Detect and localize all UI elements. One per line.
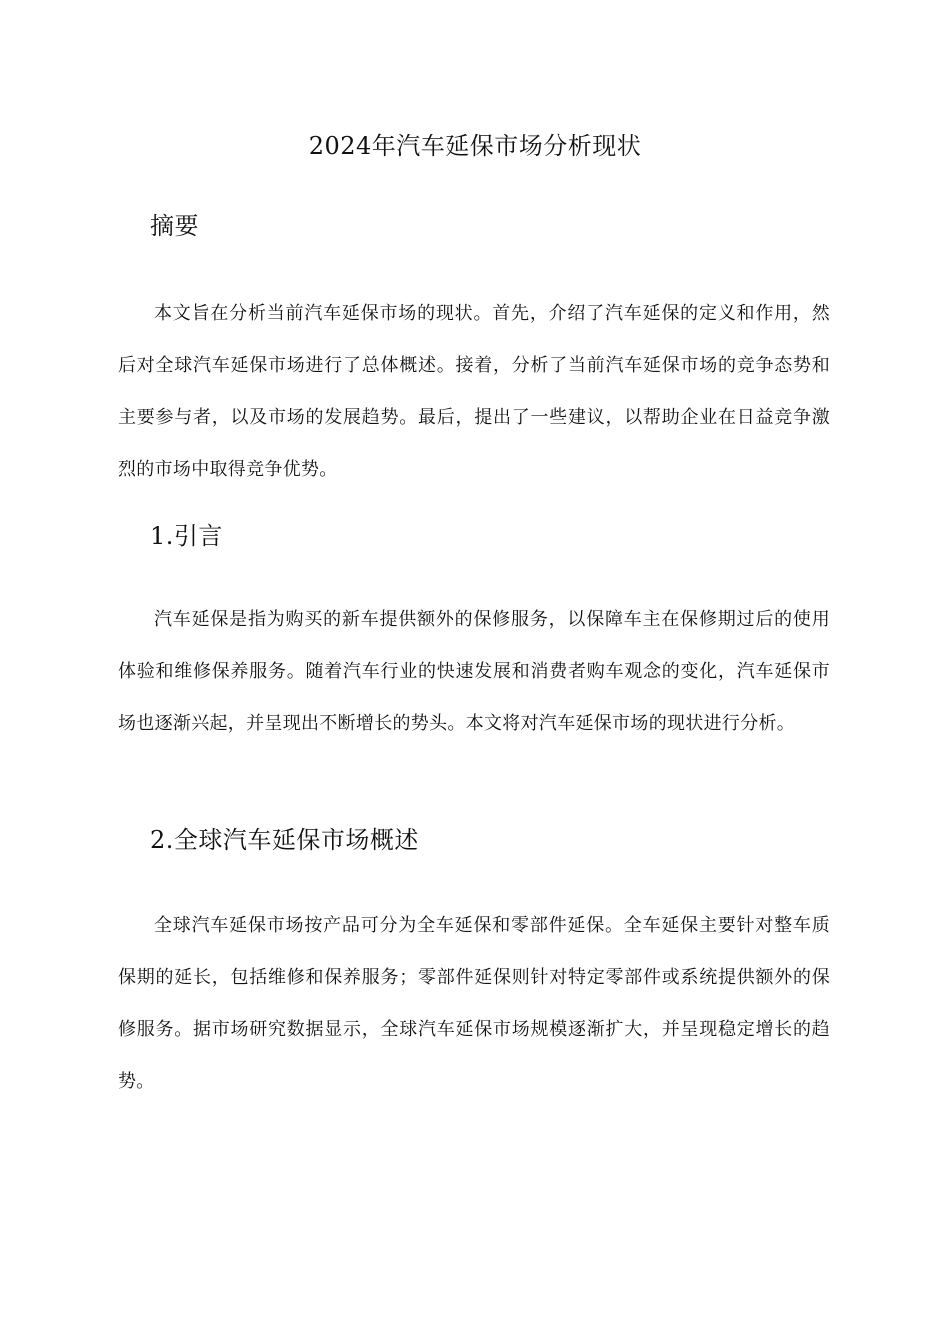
section-heading-global-overview: 2.全球汽车延保市场概述: [150, 826, 419, 854]
section-body-global-overview: 全球汽车延保市场按产品可分为全车延保和零部件延保。全车延保主要针对整车质保期的延长，包括维修和保养服务；零部件延保则针对特定零部件或系统提供额外的保修服务。据市场研究数据显示，全球汽车延保市场规模逐渐扩大，并呈现稳定增长的趋势。: [118, 915, 830, 1092]
section-heading-abstract: 摘要: [150, 212, 199, 240]
section-heading-introduction: 1.引言: [150, 522, 223, 550]
document-title: 2024年汽车延保市场分析现状: [308, 132, 642, 160]
section-body-abstract: 本文旨在分析当前汽车延保市场的现状。首先，介绍了汽车延保的定义和作用，然后对全球汽车延保市场进行了总体概述。接着，分析了当前汽车延保市场的竞争态势和主要参与者，以及市场的发展趋势。最后，提出了一些建议，以帮助企业在日益竞争激烈的市场中取得竞争优势。: [118, 303, 830, 480]
section-body-introduction: 汽车延保是指为购买的新车提供额外的保修服务，以保障车主在保修期过后的使用体验和维修保养服务。随着汽车行业的快速发展和消费者购车观念的变化，汽车延保市场也逐渐兴起，并呈现出不断增长的势头。本文将对汽车延保市场的现状进行分析。: [118, 609, 830, 734]
